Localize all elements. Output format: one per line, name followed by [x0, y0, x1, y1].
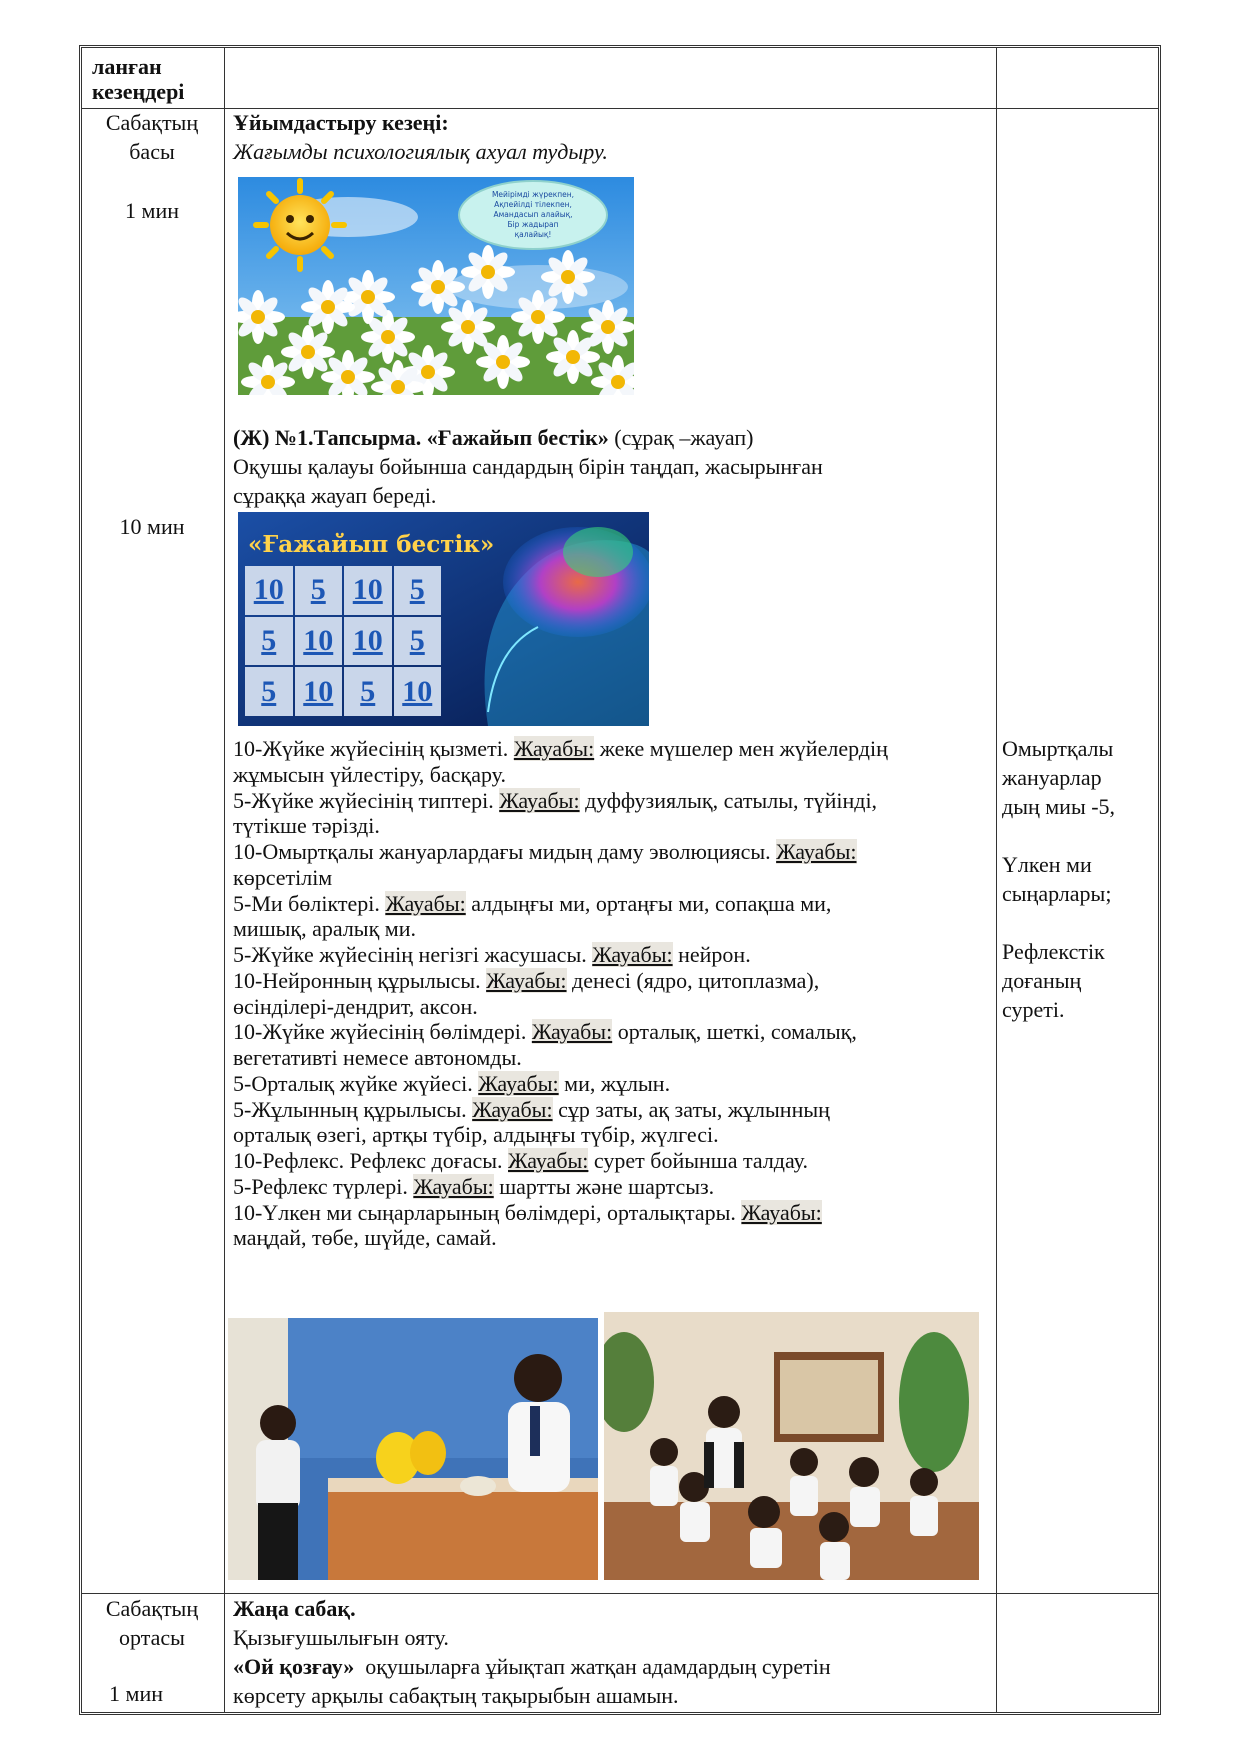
question-line: [233, 966, 819, 995]
organization-stage-title: Ұйымдастыру кезеңі:: [233, 110, 449, 135]
resources-column: [1002, 734, 1115, 1024]
number-grid: [245, 566, 441, 716]
answer-text: жеке мүшелер мен жүйелердің: [594, 736, 888, 761]
answer-label: Жауабы:: [592, 942, 673, 967]
question-line: [233, 786, 877, 815]
question-line: [233, 1198, 822, 1227]
question-line: [233, 1017, 857, 1046]
answer-label: Жауабы:: [508, 1148, 589, 1173]
answer-text: шартты және шартсыз.: [493, 1173, 715, 1199]
question-text: 5-Жүйке жүйесінің негізгі жасушасы.: [233, 942, 593, 967]
answer-text: орталық, шеткі, сомалық,: [612, 1019, 857, 1045]
grid-cell-0-3[interactable]: 5: [394, 566, 442, 615]
grid-cell-2-3[interactable]: 10: [394, 667, 442, 716]
question-text: 5-Жүйке жүйесінің типтері.: [233, 787, 500, 813]
resource-line: [1002, 908, 1115, 937]
answer-continuation: маңдай, төбе, шүйде, самай.: [233, 1225, 497, 1251]
grid-cell-2-0[interactable]: 5: [245, 667, 293, 716]
grid-cell-1-2[interactable]: 10: [344, 617, 392, 666]
brainstorm-label: «Ой қозғау»: [233, 1654, 355, 1679]
stage-label-beginning: [82, 108, 222, 166]
arouse-interest-line: Қызығушылығын ояту.: [233, 1625, 449, 1650]
grid-cell-1-0[interactable]: 5: [245, 617, 293, 666]
topic-reveal-line: көрсету арқылы сабақтың тақырыбын ашамын.: [233, 1683, 679, 1708]
answer-text: денесі (ядро, цитоплазма),: [566, 967, 820, 993]
answer-text: сурет бойынша талдау.: [588, 1148, 808, 1173]
resource-line: доғаның: [1002, 968, 1082, 993]
resource-line: дың миы -5,: [1002, 794, 1116, 819]
stage-column-header: [92, 52, 184, 106]
answer-label: Жауабы:: [513, 736, 595, 761]
column-divider: [224, 48, 225, 1712]
answer-continuation: орталық өзегі, артқы түбір, алдыңғы түбір, жүлгесі.: [233, 1122, 719, 1148]
answer-label: Жауабы:: [385, 890, 466, 916]
answer-continuation: өсінділері-дендрит, аксон.: [233, 993, 478, 1019]
organization-stage-subtitle: Жағымды психологиялық ахуал тудыру.: [233, 139, 608, 164]
resource-line: жануарлар: [1002, 765, 1102, 790]
stage-header-line: ланған: [92, 54, 162, 79]
question-text: 10-Үлкен ми сыңарларының бөлімдері, орталықтары.: [233, 1199, 742, 1225]
answer-text: нейрон.: [672, 942, 751, 967]
stage-line: Сабақтың: [105, 1596, 199, 1621]
resource-line: суреті.: [1002, 997, 1065, 1022]
question-line: [233, 1069, 670, 1098]
task1-heading-rest: (сұрақ –жауап): [608, 425, 754, 450]
classroom-photo-teacher: [228, 1318, 598, 1580]
stage-line: басы: [129, 139, 175, 164]
wonderful-five-game-image: [238, 512, 649, 726]
answer-label: Жауабы:: [499, 787, 580, 813]
answer-label: Жауабы:: [478, 1070, 559, 1096]
grid-cell-1-3[interactable]: 5: [394, 617, 442, 666]
cloud-text: Мейірімді жүрекпен,: [491, 190, 575, 199]
grid-cell-1-1[interactable]: 10: [295, 617, 343, 666]
answer-text: сұр заты, ақ заты, жұлынның: [552, 1096, 830, 1122]
time-1min: 1 мин: [125, 198, 179, 223]
answer-continuation: түтікше тәрізді.: [233, 813, 380, 839]
question-line: [233, 1172, 714, 1201]
resource-line: [1002, 821, 1115, 850]
question-line: [233, 940, 751, 969]
answer-label: Жауабы:: [413, 1173, 494, 1199]
question-text: 5-Орталық жүйке жүйесі.: [233, 1070, 479, 1096]
question-text: 10-Рефлекс. Рефлекс доғасы.: [233, 1148, 509, 1173]
answer-text: дуффузиялық, сатылы, түйінді,: [579, 787, 878, 813]
cloud-text: Бір жадырап: [507, 220, 559, 229]
question-line: [233, 734, 888, 763]
grid-cell-2-2[interactable]: 5: [344, 667, 392, 716]
question-line: [233, 837, 857, 866]
question-text: 10-Жүйке жүйесінің бөлімдері.: [233, 1019, 532, 1045]
time-1min-middle: 1 мин: [109, 1681, 163, 1706]
task1-description: Оқушы қалауы бойынша сандардың бірін таңдап, жасырынған: [233, 454, 823, 479]
classroom-photo-students: [604, 1312, 979, 1580]
brainstorm-line: [233, 1652, 831, 1681]
cloud-text: Ақпейілді тілекпен,: [494, 200, 572, 209]
question-text: 5-Ми бөліктері.: [233, 890, 386, 916]
new-lesson-title: Жаңа сабақ.: [233, 1596, 356, 1621]
resource-line: Омыртқалы: [1002, 736, 1114, 761]
answer-label: Жауабы:: [486, 967, 567, 993]
cloud-text: Амандасып алайық,: [493, 210, 573, 219]
column-divider: [996, 48, 997, 1712]
question-text: 5-Жұлынның құрылысы.: [233, 1096, 473, 1122]
question-line: [233, 1146, 808, 1175]
task1-heading: [233, 423, 753, 452]
question-line: [233, 889, 831, 918]
answer-continuation: вегетативті немесе автономды.: [233, 1045, 522, 1070]
question-text: 10-Жүйке жүйесінің қызметі.: [233, 736, 514, 761]
answer-label: Жауабы:: [472, 1096, 553, 1122]
grid-cell-0-0[interactable]: 10: [245, 566, 293, 615]
question-line: [233, 1095, 830, 1124]
task1-description: сұраққа жауап береді.: [233, 483, 437, 508]
grid-cell-2-1[interactable]: 10: [295, 667, 343, 716]
stage-header-line: кезеңдері: [92, 79, 185, 104]
game-title: «Ғажайып бестік»: [248, 531, 495, 558]
answer-label: Жауабы:: [776, 839, 857, 864]
stage-line: Сабақтың: [105, 110, 199, 135]
answer-text: алдыңғы ми, ортаңғы ми, сопақша ми,: [465, 890, 832, 916]
answer-text: ми, жұлын.: [558, 1070, 671, 1096]
task1-heading-bold: (Ж) №1.Тапсырма. «Ғажайып бестік»: [233, 425, 609, 450]
cloud-text: қалайық!: [514, 230, 552, 239]
answer-label: Жауабы:: [741, 1199, 822, 1225]
grid-cell-0-2[interactable]: 10: [344, 566, 392, 615]
grid-cell-0-1[interactable]: 5: [295, 566, 343, 615]
resource-line: Рефлекстік: [1002, 939, 1105, 964]
question-text: 10-Омыртқалы жануарлардағы мидың даму эволюциясы.: [233, 839, 777, 864]
resource-line: Үлкен ми: [1002, 852, 1092, 877]
question-text: 10-Нейронның құрылысы.: [233, 967, 487, 993]
answer-continuation: жұмысын үйлестіру, басқару.: [233, 761, 506, 787]
sun-daisies-image: [238, 177, 634, 395]
answer-label: Жауабы:: [531, 1019, 613, 1045]
brainstorm-text: оқушыларға ұйықтап жатқан адамдардың суретін: [354, 1654, 831, 1679]
stage-line: ортасы: [119, 1625, 185, 1650]
stage-label-middle: [82, 1594, 222, 1652]
answer-continuation: мишық, аралық ми.: [233, 916, 416, 942]
answer-continuation: көрсетілім: [233, 864, 333, 890]
question-text: 5-Рефлекс түрлері.: [233, 1173, 414, 1199]
time-10min: 10 мин: [119, 514, 185, 539]
resource-line: сыңарлары;: [1002, 881, 1112, 906]
